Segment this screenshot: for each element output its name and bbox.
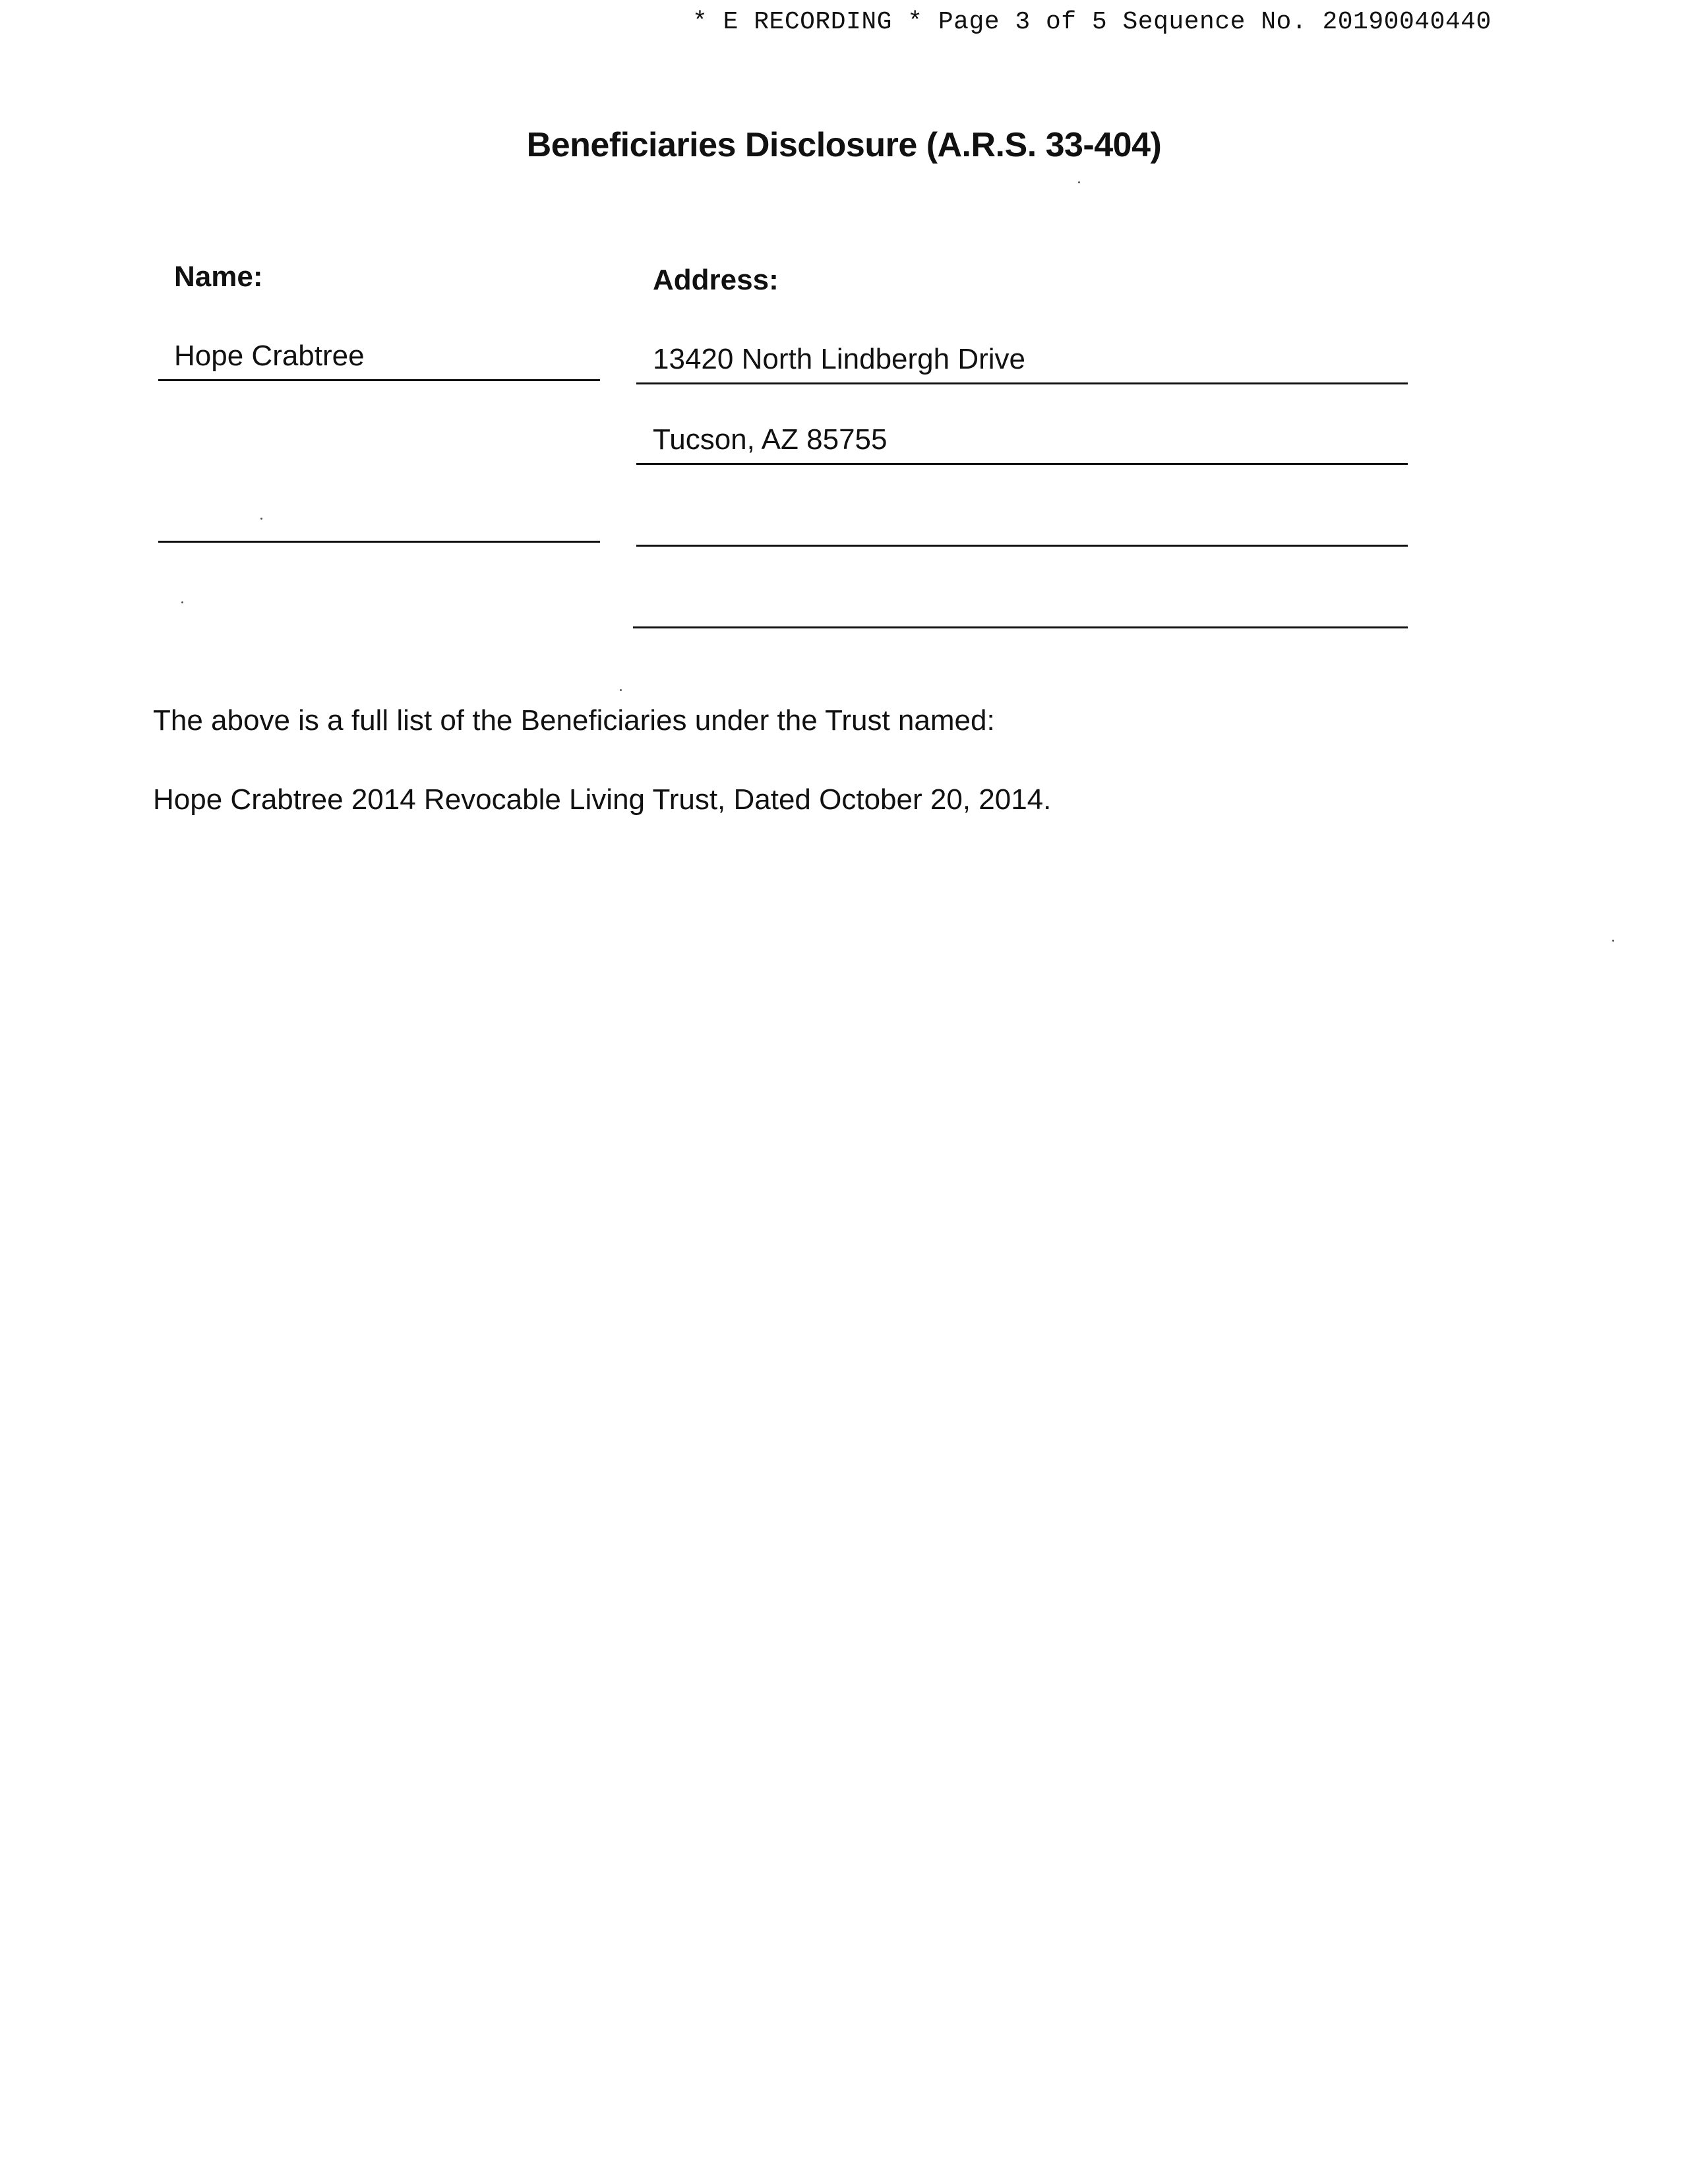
beneficiary-name-field: Hope Crabtree [174,340,365,372]
address-line-3 [636,545,1408,547]
name-column-label: Name: [174,260,263,293]
beneficiaries-statement: The above is a full list of the Beneficiaries under the Trust named: [153,704,995,737]
address-line-1-field: 13420 North Lindbergh Drive [653,343,1026,375]
recording-header: * E RECORDING * Page 3 of 5 Sequence No. 20190040440 [692,8,1492,36]
name-line-1 [158,379,600,381]
scan-speck [1612,940,1614,942]
scan-speck [260,518,262,520]
address-line-1 [636,382,1408,384]
document-title: Beneficiaries Disclosure (A.R.S. 33-404) [526,126,1162,164]
address-line-2-field: Tucson, AZ 85755 [653,423,888,456]
trust-name: Hope Crabtree 2014 Revocable Living Trust, Dated October 20, 2014. [153,783,1052,816]
name-line-2 [158,541,600,543]
address-line-4 [633,626,1408,628]
address-line-2 [636,463,1408,465]
scan-speck [620,689,622,691]
address-column-label: Address: [653,264,779,296]
scan-speck [181,601,183,603]
scan-speck [1078,181,1080,183]
